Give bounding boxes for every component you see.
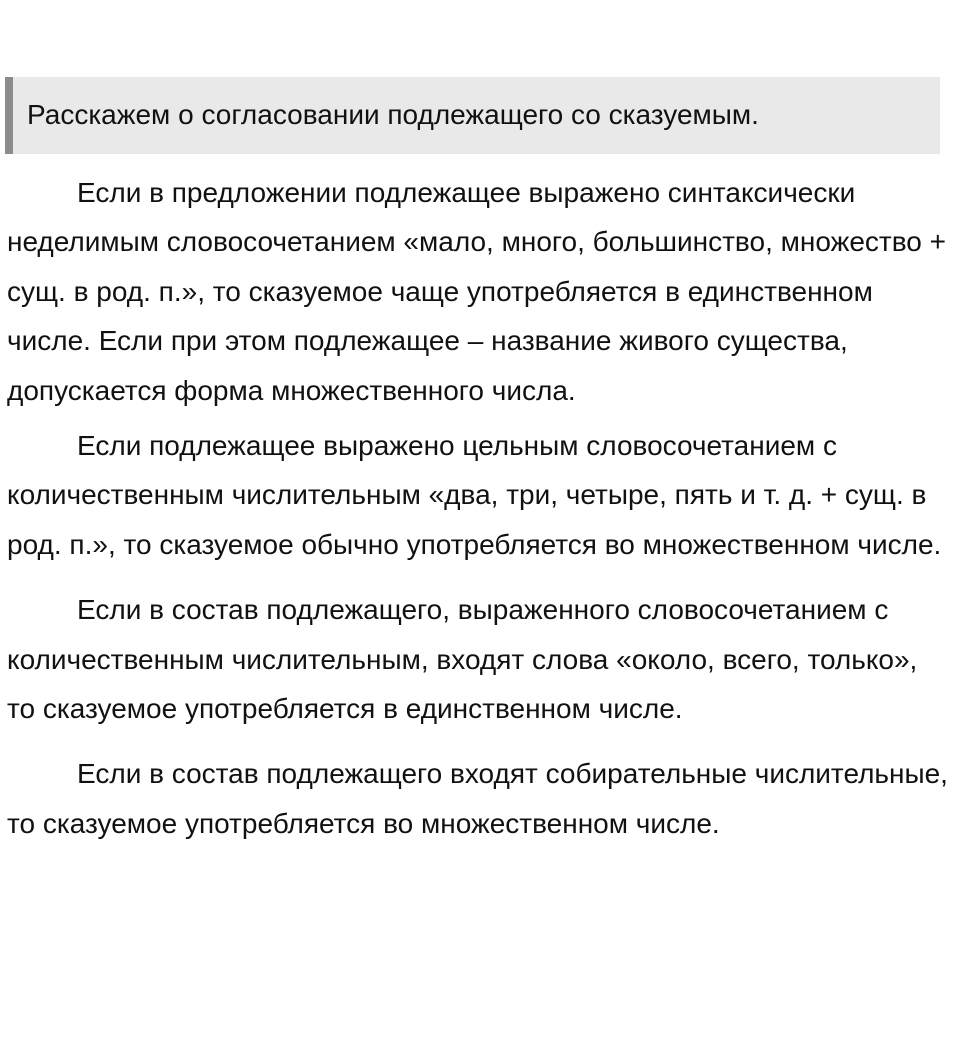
paragraph-3: Если в состав подлежащего, выраженного словосочетанием с количественным числительным, входят слова «около, всего, только», то сказуемое употребляется в единственном числе. (7, 594, 918, 725)
document-body (7, 168, 952, 848)
section-header (5, 77, 940, 154)
paragraph-1: Если в предложении подлежащее выражено синтаксически неделимым словосочетанием «мало, много, большинство, множество + сущ. в род. п.», то сказуемое чаще употребляется в единственном числе. Если при этом подлежащее – название живого существа, допускается форма множественного числа. (7, 177, 946, 406)
section-title: Расскажем о согласовании подлежащего со сказуемым. (27, 99, 759, 130)
paragraph-4: Если в состав подлежащего входят собирательные числительные, то сказуемое употребляется во множественном числе. (7, 758, 948, 839)
paragraph-2: Если подлежащее выражено цельным словосочетанием с количественным числительным «два, три, четыре, пять и т. д. + сущ. в род. п.», то сказуемое обычно употребляется во множественном числе. (7, 430, 942, 560)
